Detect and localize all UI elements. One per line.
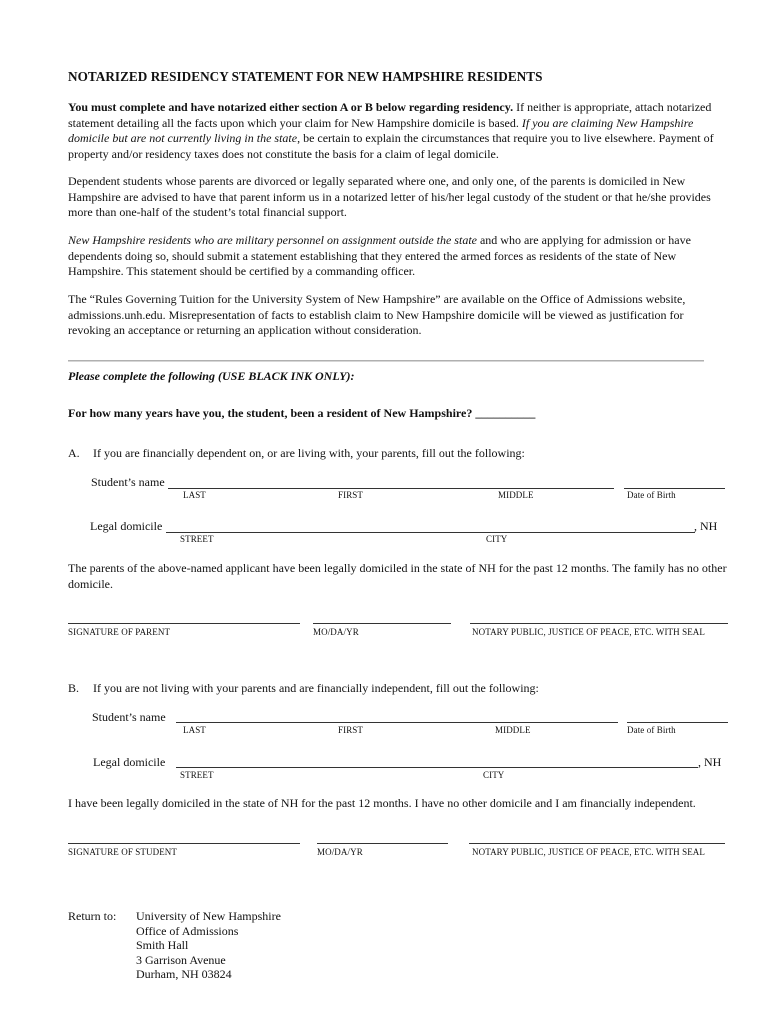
section-a-city-caption: CITY xyxy=(486,534,508,544)
section-a-date-field[interactable] xyxy=(313,623,451,624)
section-a-statement-text: The parents of the above-named applicant have been legally domiciled in the state of NH for the past 12 months. The family has no other domicile. xyxy=(68,561,727,591)
section-b-letter: B. xyxy=(68,681,80,695)
section-a-street-caption: STREET xyxy=(180,534,214,544)
section-b-first-caption: FIRST xyxy=(338,725,364,735)
section-a-notary-field[interactable] xyxy=(470,623,728,624)
military-paragraph xyxy=(68,233,728,280)
military-italic: New Hampshire residents who are military personnel on assignment outside the state xyxy=(68,233,477,247)
section-a-intro: If you are financially dependent on, or are living with, your parents, fill out the following: xyxy=(93,446,525,460)
section-a-dob-caption: Date of Birth xyxy=(627,490,676,500)
rules-paragraph xyxy=(68,292,728,339)
section-a-last-caption: LAST xyxy=(183,490,206,500)
section-a-middle-caption: MIDDLE xyxy=(498,490,534,500)
section-a-date-caption: MO/DA/YR xyxy=(313,627,359,637)
section-b-city-caption: CITY xyxy=(483,770,505,780)
section-b-date-caption: MO/DA/YR xyxy=(317,847,363,857)
section-b-signature-caption: SIGNATURE OF STUDENT xyxy=(68,847,178,857)
military-text: and who are applying for admission or have dependents doing so, should submit a statement establishing that they entered the armed forces as residents of the state of New Hampshire. This statement should be certified by a commanding officer. xyxy=(68,233,691,278)
section-b-domicile-label: Legal domicile xyxy=(93,755,166,769)
section-a-signature-caption: SIGNATURE OF PARENT xyxy=(68,627,171,637)
section-b-dob-caption: Date of Birth xyxy=(627,725,676,735)
return-address-line: University of New Hampshire xyxy=(136,909,281,923)
form-title: NOTARIZED RESIDENCY STATEMENT FOR NEW HAMPSHIRE RESIDENTS xyxy=(68,69,543,84)
section-b-domicile-field[interactable] xyxy=(176,767,698,768)
section-b-last-caption: LAST xyxy=(183,725,206,735)
return-address-line: Durham, NH 03824 xyxy=(136,967,232,982)
intro-text-2: , be certain to explain the circumstances that require you to live elsewhere. Payment of property and/or residency taxes does not constitute the basis for a claim of legal domicile. xyxy=(68,131,714,161)
section-a-first-caption: FIRST xyxy=(338,490,364,500)
section-b-intro: If you are not living with your parents and are financially independent, fill out the following: xyxy=(93,681,539,695)
section-b-notary-field[interactable] xyxy=(469,843,725,844)
section-b-middle-caption: MIDDLE xyxy=(495,725,531,735)
section-a-notary-caption: NOTARY PUBLIC, JUSTICE OF PEACE, ETC. WITH SEAL xyxy=(472,627,705,637)
return-to-label: Return to: xyxy=(68,909,117,923)
return-address xyxy=(136,909,281,982)
return-address-line: 3 Garrison Avenue xyxy=(136,952,226,967)
section-b-street-caption: STREET xyxy=(180,770,214,780)
section-a-students-name-label: Student’s name xyxy=(91,475,165,489)
section-a-parent-signature-field[interactable] xyxy=(68,623,300,624)
rules-text: The “Rules Governing Tuition for the University System of New Hampshire” are available on the Office of Admissions website, admissions.unh.edu. Misrepresentation of facts to establish claim to New Hampshire domicile will be viewed as justification for revoking an acceptance or returning an application without consideration. xyxy=(68,292,686,337)
intro-paragraph xyxy=(68,100,728,162)
dependent-text: Dependent students whose parents are divorced or legally separated where one, and only one, of the parents is domiciled in New Hampshire are advised to have that parent inform us in a notarized letter of his/her legal custody of the student or that he/she provides more than one-half of the student’s total financial support. xyxy=(68,174,711,219)
section-b-notary-caption: NOTARY PUBLIC, JUSTICE OF PEACE, ETC. WITH SEAL xyxy=(472,847,705,857)
section-a-letter: A. xyxy=(68,446,80,460)
complete-heading: Please complete the following (USE BLACK INK ONLY): xyxy=(68,369,355,383)
years-question[interactable]: For how many years have you, the student, been a resident of New Hampshire? __________ xyxy=(68,406,536,420)
section-divider xyxy=(68,360,704,362)
section-b-date-field[interactable] xyxy=(317,843,448,844)
section-b-nh: , NH xyxy=(698,755,722,769)
section-a-dob-field[interactable] xyxy=(624,488,725,489)
section-a-nh: , NH xyxy=(694,519,718,533)
section-b-statement: I have been legally domiciled in the state of NH for the past 12 months. I have no other domicile and I am financially independent. xyxy=(68,796,696,810)
section-a-statement xyxy=(68,561,728,592)
section-b-name-field[interactable] xyxy=(176,722,618,723)
section-a-domicile-field[interactable] xyxy=(166,532,695,533)
return-address-line: Office of Admissions xyxy=(136,923,239,938)
section-b-students-name-label: Student’s name xyxy=(92,710,166,724)
intro-italic: If you are claiming New Hampshire domicile but are not currently living in the state xyxy=(68,115,694,145)
dependent-paragraph xyxy=(68,174,728,221)
section-b-student-signature-field[interactable] xyxy=(68,843,300,844)
section-b-dob-field[interactable] xyxy=(627,722,728,723)
return-address-line: Smith Hall xyxy=(136,938,189,953)
intro-text-1: If neither is appropriate, attach notarized statement detailing all the facts upon which your claim for New Hampshire domicile is based. xyxy=(68,100,712,130)
section-a-name-field[interactable] xyxy=(168,488,614,489)
section-a-domicile-label: Legal domicile xyxy=(90,519,163,533)
intro-bold-lead: You must complete and have notarized either section A or B below regarding residency. xyxy=(68,100,514,114)
